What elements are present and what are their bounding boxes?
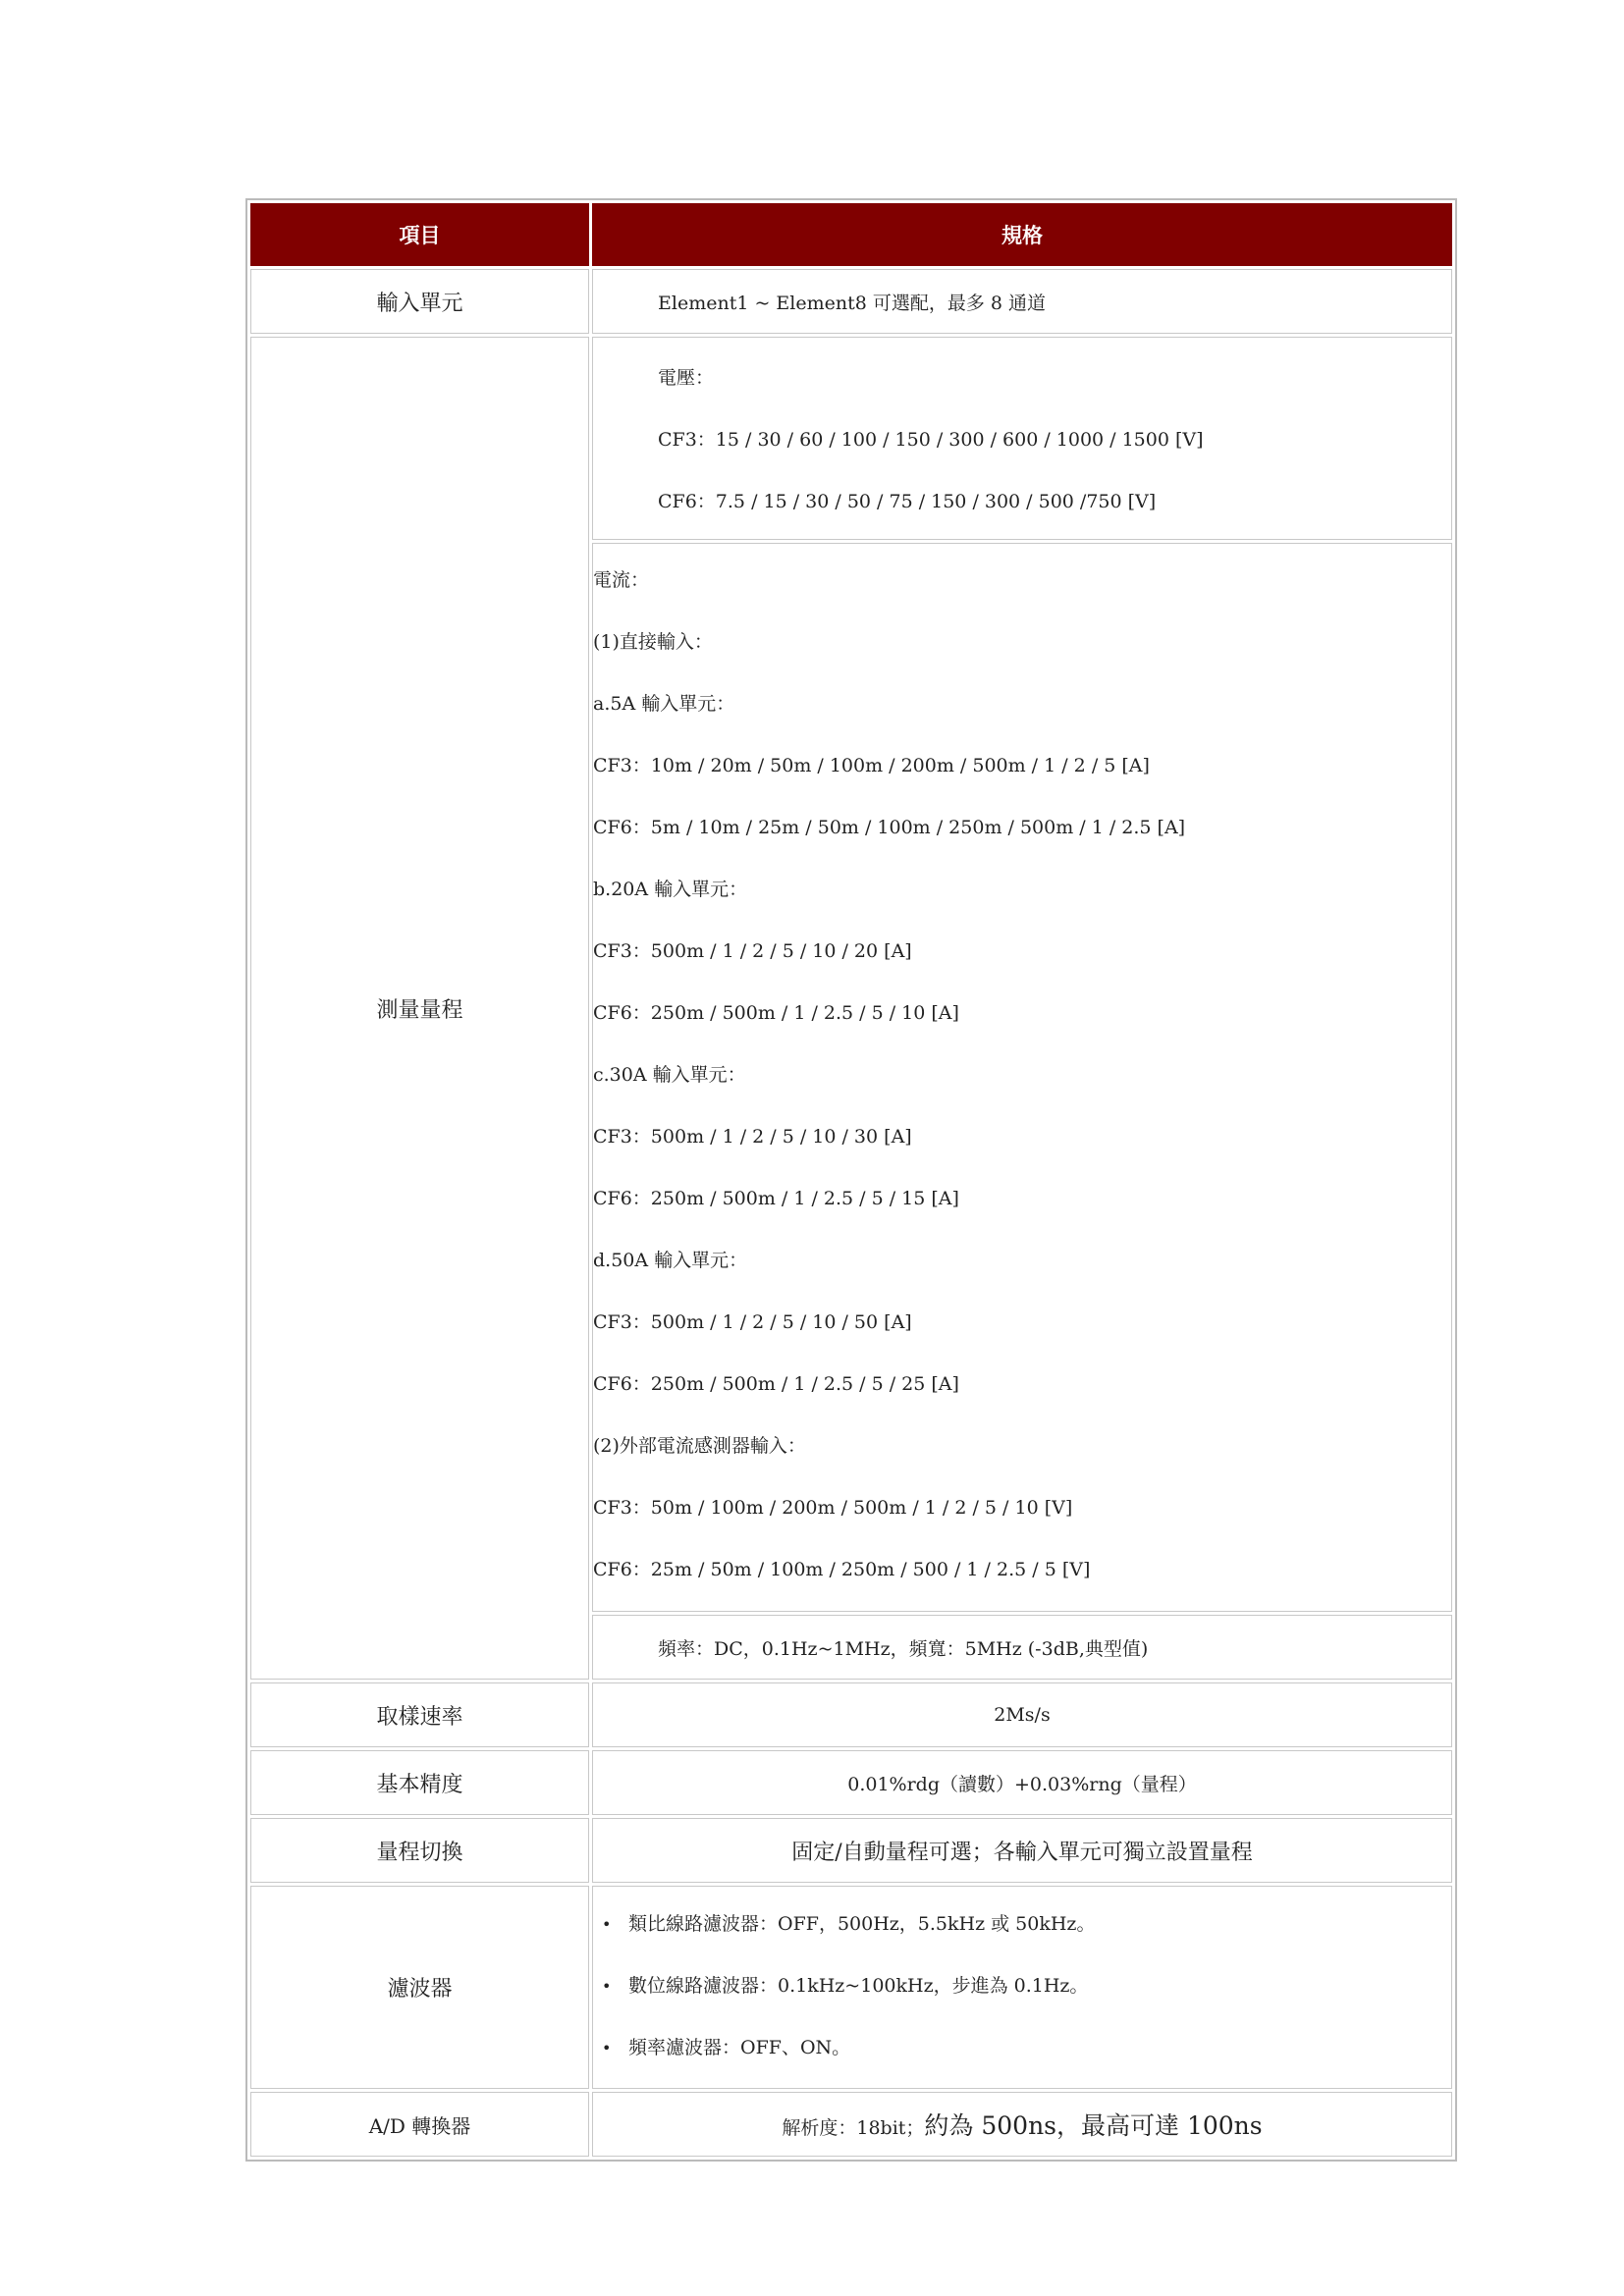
voltage-line: 電壓： [658,367,715,389]
spec-table [245,198,1457,2162]
current-line: (2)外部電流感測器輸入： [593,1435,806,1457]
list-item [594,1894,1450,1955]
current-line: CF3：50m / 100m / 200m / 500m / 1 / 2 / 5 / 10 [V] [593,1497,1073,1519]
filter-cell [592,1886,1452,2089]
row-label-range-switch: 量程切換 [250,1818,589,1883]
current-line: c.30A 輸入單元： [593,1064,746,1086]
list-item [594,1955,1450,2017]
current-line: CF3：500m / 1 / 2 / 5 / 10 / 50 [A] [593,1311,912,1333]
row-label-adc: A/D 轉換器 [250,2092,589,2157]
bullet-icon: • [602,1915,612,1934]
adc-speed-text: 約為 500ns，最高可達 100ns [924,2111,1263,2140]
row-label-input-unit: 輸入單元 [250,269,589,334]
current-line: 電流： [593,569,650,591]
table-row [250,1886,1452,2089]
current-line: CF6：250m / 500m / 1 / 2.5 / 5 / 15 [A] [593,1188,959,1209]
row-value-accuracy: 0.01%rdg（讀數）+0.03%rng（量程） [592,1750,1452,1815]
filter-item-text: 頻率濾波器：OFF、ON。 [628,2037,851,2058]
row-value-adc [592,2092,1452,2157]
filter-item-text: 數位線路濾波器：0.1kHz~100kHz，步進為 0.1Hz。 [628,1975,1089,1997]
current-line: a.5A 輸入單元： [593,693,735,715]
current-line: CF3：500m / 1 / 2 / 5 / 10 / 30 [A] [593,1126,912,1148]
current-line: CF3：10m / 20m / 50m / 100m / 200m / 500m / 1 / 2 / 5 [A] [593,755,1150,776]
table-row [250,1818,1452,1883]
current-line: CF6：25m / 50m / 100m / 250m / 500 / 1 / 2.5 / 5 [V] [593,1559,1091,1580]
table-row [250,1750,1452,1815]
voltage-line: CF3：15 / 30 / 60 / 100 / 150 / 300 / 600 / 1000 / 1500 [V] [658,429,1204,451]
current-line: b.20A 輸入單元： [593,879,748,900]
current-line: CF6：5m / 10m / 25m / 50m / 100m / 250m / 500m / 1 / 2.5 [A] [593,817,1186,838]
list-item [594,2017,1450,2079]
row-label-range: 測量量程 [250,337,589,1680]
row-value-input-unit: Element1 ~ Element8 可選配，最多 8 通道 [592,269,1452,334]
header-row [250,203,1452,266]
frequency-cell: 頻率：DC，0.1Hz~1MHz，頻寬：5MHz (-3dB,典型值) [592,1615,1452,1680]
row-label-filter: 濾波器 [250,1886,589,2089]
bullet-icon: • [602,1977,612,1996]
filter-list [594,1888,1450,2087]
table-row [250,269,1452,334]
row-label-accuracy: 基本精度 [250,1750,589,1815]
voltage-line: CF6：7.5 / 15 / 30 / 50 / 75 / 150 / 300 / 500 /750 [V] [658,491,1157,512]
voltage-range-cell [592,337,1452,540]
header-item: 項目 [250,203,589,266]
current-line: CF6：250m / 500m / 1 / 2.5 / 5 / 10 [A] [593,1002,959,1024]
current-line: d.50A 輸入單元： [593,1250,748,1271]
row-value-range-switch: 固定/自動量程可選；各輸入單元可獨立設置量程 [592,1818,1452,1883]
table-row [250,1682,1452,1747]
filter-item-text: 類比線路濾波器：OFF，500Hz，5.5kHz 或 50kHz。 [628,1913,1096,1935]
current-line: CF6：250m / 500m / 1 / 2.5 / 5 / 25 [A] [593,1373,959,1395]
current-range-cell [592,543,1452,1612]
header-spec: 規格 [592,203,1452,266]
row-label-sampling: 取樣速率 [250,1682,589,1747]
bullet-icon: • [602,2039,612,2057]
table-row [250,337,1452,540]
current-line: CF3：500m / 1 / 2 / 5 / 10 / 20 [A] [593,940,912,962]
current-line: (1)直接輸入： [593,631,713,653]
row-value-sampling: 2Ms/s [592,1682,1452,1747]
adc-resolution-text: 解析度：18bit； [782,2117,925,2139]
table-row [250,2092,1452,2157]
